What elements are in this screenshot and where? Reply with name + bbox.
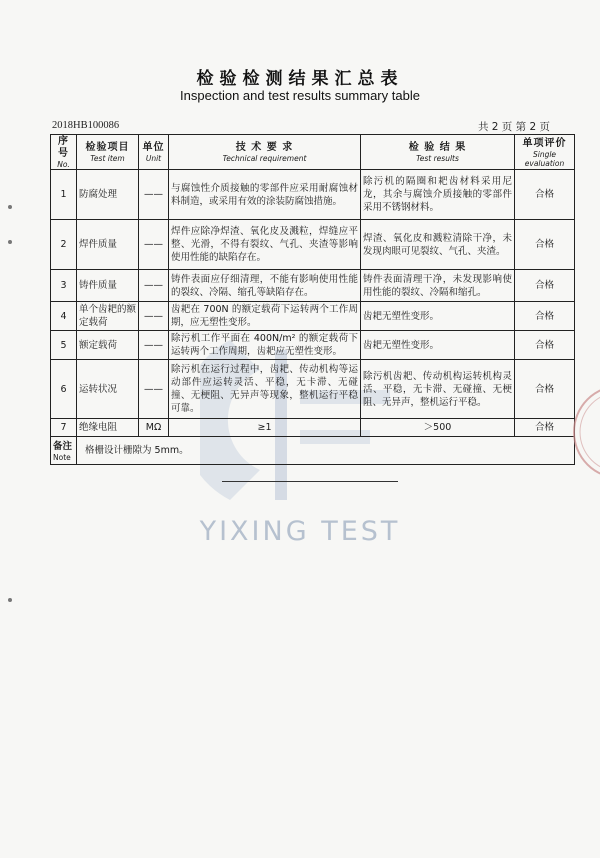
header-requirement: 技 术 要 求 Technical requirement <box>169 135 361 170</box>
row-requirement: 除污机在运行过程中，齿耙、传动机构等运动部件应运转灵活、平稳，无卡滞、无碰撞、无梗阻、无异声等现象，整机运行平稳可靠。 <box>169 360 361 419</box>
end-divider <box>222 481 398 482</box>
header-unit: 单位 Unit <box>139 135 169 170</box>
row-evaluation: 合格 <box>515 360 575 419</box>
note-label: 备注 Note <box>51 437 77 465</box>
page-title: 检验检测结果汇总表 <box>196 69 404 89</box>
header-results: 检 验 结 果 Test results <box>361 135 515 170</box>
row-requirement: 齿耙在 700N 的额定载荷下运转两个工作周期，应无塑性变形。 <box>169 302 361 331</box>
row-no: 3 <box>51 270 77 302</box>
row-evaluation: 合格 <box>515 302 575 331</box>
row-item: 绝缘电阻 <box>77 419 139 437</box>
row-unit: —— <box>139 331 169 360</box>
table-row <box>51 270 575 302</box>
row-item: 额定载荷 <box>77 331 139 360</box>
row-no: 5 <box>51 331 77 360</box>
page-counter: 共 2 页 第 2 页 <box>477 121 550 133</box>
table-header-row <box>51 135 575 170</box>
row-item: 运转状况 <box>77 360 139 419</box>
table-row <box>51 331 575 360</box>
table-row <box>51 220 575 270</box>
row-result: 除污机齿耙、传动机构运转机构灵活、平稳，无卡滞、无碰撞、无梗阻、无异声，整机运行平稳。 <box>361 360 515 419</box>
header-evaluation: 单项评价 Single evaluation <box>515 135 575 170</box>
note-row <box>51 437 575 465</box>
row-item: 焊件质量 <box>77 220 139 270</box>
row-evaluation: 合格 <box>515 419 575 437</box>
table-row <box>51 419 575 437</box>
row-result: 焊渣、氧化皮和溅粒清除干净，未发现肉眼可见裂纹、气孔、夹渣。 <box>361 220 515 270</box>
margin-dot <box>8 240 12 244</box>
row-no: 2 <box>51 220 77 270</box>
row-evaluation: 合格 <box>515 170 575 220</box>
row-evaluation: 合格 <box>515 331 575 360</box>
row-requirement: ≥1 <box>169 419 361 437</box>
seal-stamp-icon <box>558 372 600 492</box>
table-row <box>51 170 575 220</box>
row-unit: —— <box>139 360 169 419</box>
report-number: 2018HB100086 <box>52 120 120 131</box>
row-unit: —— <box>139 170 169 220</box>
row-requirement: 与腐蚀性介质接触的零部件应采用耐腐蚀材料制造，或采用有效的涂装防腐蚀措施。 <box>169 170 361 220</box>
page-subtitle: Inspection and test results summary table <box>180 88 420 103</box>
row-evaluation: 合格 <box>515 270 575 302</box>
row-unit: —— <box>139 302 169 331</box>
row-requirement: 铸件表面应仔细清理，不能有影响使用性能的裂纹、冷隔、缩孔等缺陷存在。 <box>169 270 361 302</box>
row-result: 铸件表面清理干净，未发现影响使用性能的裂纹、冷隔和缩孔。 <box>361 270 515 302</box>
row-no: 1 <box>51 170 77 220</box>
row-item: 防腐处理 <box>77 170 139 220</box>
note-text: 格栅设计栅隙为 5mm。 <box>77 437 575 465</box>
header-no: 序号 No. <box>51 135 77 170</box>
table-row <box>51 360 575 419</box>
watermark-text: YIXING TEST <box>199 516 401 547</box>
row-no: 7 <box>51 419 77 437</box>
row-no: 6 <box>51 360 77 419</box>
row-result: 齿耙无塑性变形。 <box>361 331 515 360</box>
margin-dot <box>8 205 12 209</box>
row-result: 齿耙无塑性变形。 <box>361 302 515 331</box>
row-item: 单个齿耙的额定载荷 <box>77 302 139 331</box>
row-no: 4 <box>51 302 77 331</box>
row-requirement: 除污机工作平面在 400N/m² 的额定载荷下运转两个工作周期，齿耙应无塑性变形。 <box>169 331 361 360</box>
row-result: 除污机的隔圈和耙齿材料采用尼龙，其余与腐蚀介质接触的零部件采用不锈钢材料。 <box>361 170 515 220</box>
table-row <box>51 302 575 331</box>
row-item: 铸件质量 <box>77 270 139 302</box>
results-table <box>50 134 575 465</box>
row-unit: MΩ <box>139 419 169 437</box>
margin-dot <box>8 598 12 602</box>
row-evaluation: 合格 <box>515 220 575 270</box>
header-test-item: 检验项目 Test item <box>77 135 139 170</box>
row-result: ＞500 <box>361 419 515 437</box>
row-unit: —— <box>139 220 169 270</box>
row-requirement: 焊件应除净焊渣、氧化皮及溅粒，焊缝应平整、光滑，不得有裂纹、气孔、夹渣等影响使用性能的缺陷存在。 <box>169 220 361 270</box>
row-unit: —— <box>139 270 169 302</box>
